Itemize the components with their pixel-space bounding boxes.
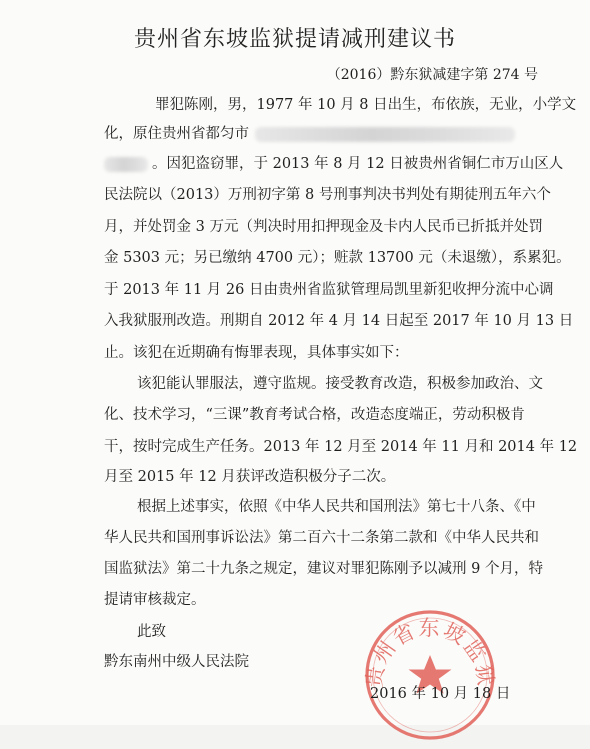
body-line-3-text: 。因犯盗窃罪，于 2013 年 8 月 12 日被贵州省铜仁市万山区人 <box>152 156 564 172</box>
document-title: 贵州省东坡监狱提请减刑建议书 <box>133 27 456 52</box>
body-line-8: 入我狱服刑改造。刑期自 2012 年 4 月 14 日起至 2017 年 10 月 13 日 <box>104 313 574 329</box>
svg-text:贵州省东坡监狱: 贵州省东坡监狱 <box>362 616 498 689</box>
salutation: 此致 <box>137 624 166 640</box>
body-line-7: 于 2013 年 11 月 26 日由贵州省监狱管理局凯里新犯收押分流中心调 <box>104 282 554 298</box>
body-line-3 <box>104 154 563 174</box>
body-line-14: 根据上述事实，依照《中华人民共和国刑法》第七十八条、《中 <box>137 499 536 515</box>
body-line-16: 国监狱法》第二十九条之规定，建议对罪犯陈刚予以减刑 9 个月，特 <box>104 561 543 577</box>
body-line-13: 月至 2015 年 12 月获评改造积极分子二次。 <box>104 469 396 485</box>
body-line-15: 华人民共和国刑事诉讼法》第二百六十二条第二款和《中华人民共和 <box>104 530 539 546</box>
body-line-12: 干，按时完成生产任务。2013 年 12 月至 2014 年 11 月和 2014 年 12 <box>104 439 578 455</box>
official-seal <box>360 605 500 745</box>
body-line-10: 该犯能认罪服法，遵守监规。接受教育改造，积极参加政治、文 <box>137 376 543 392</box>
body-line-2-text: 化，原住贵州省都匀市 <box>104 126 249 142</box>
body-line-6: 金 5303 元；另已缴纳 4700 元）；赃款 13700 元（未退缴），系累犯。 <box>104 250 571 266</box>
document-date: 2016 年 10 月 18 日 <box>370 686 511 702</box>
body-line-1: 罪犯陈刚，男，1977 年 10 月 8 日出生，布依族，无业，小学文 <box>155 97 577 113</box>
redacted-address <box>255 127 515 142</box>
recipient-court: 黔东南州中级人民法院 <box>104 654 249 670</box>
body-line-4: 民法院以（2013）万刑初字第 8 号刑事判决书判处有期徒刑五年六个 <box>104 187 551 203</box>
body-line-17: 提请审核裁定。 <box>104 592 206 608</box>
redacted-address-cont <box>104 157 148 172</box>
body-line-5: 月，并处罚金 3 万元（判决时用扣押现金及卡内人民币已折抵并处罚 <box>104 219 543 235</box>
body-line-11: 化、技术学习，“三课”教育考试合格，改造态度端正，劳动积极肯 <box>104 407 525 423</box>
document-number: （2016）黔东狱减建字第 274 号 <box>326 67 538 83</box>
body-line-2 <box>104 124 515 144</box>
body-line-9: 止。该犯在近期确有悔罪表现，具体事实如下： <box>104 345 409 361</box>
